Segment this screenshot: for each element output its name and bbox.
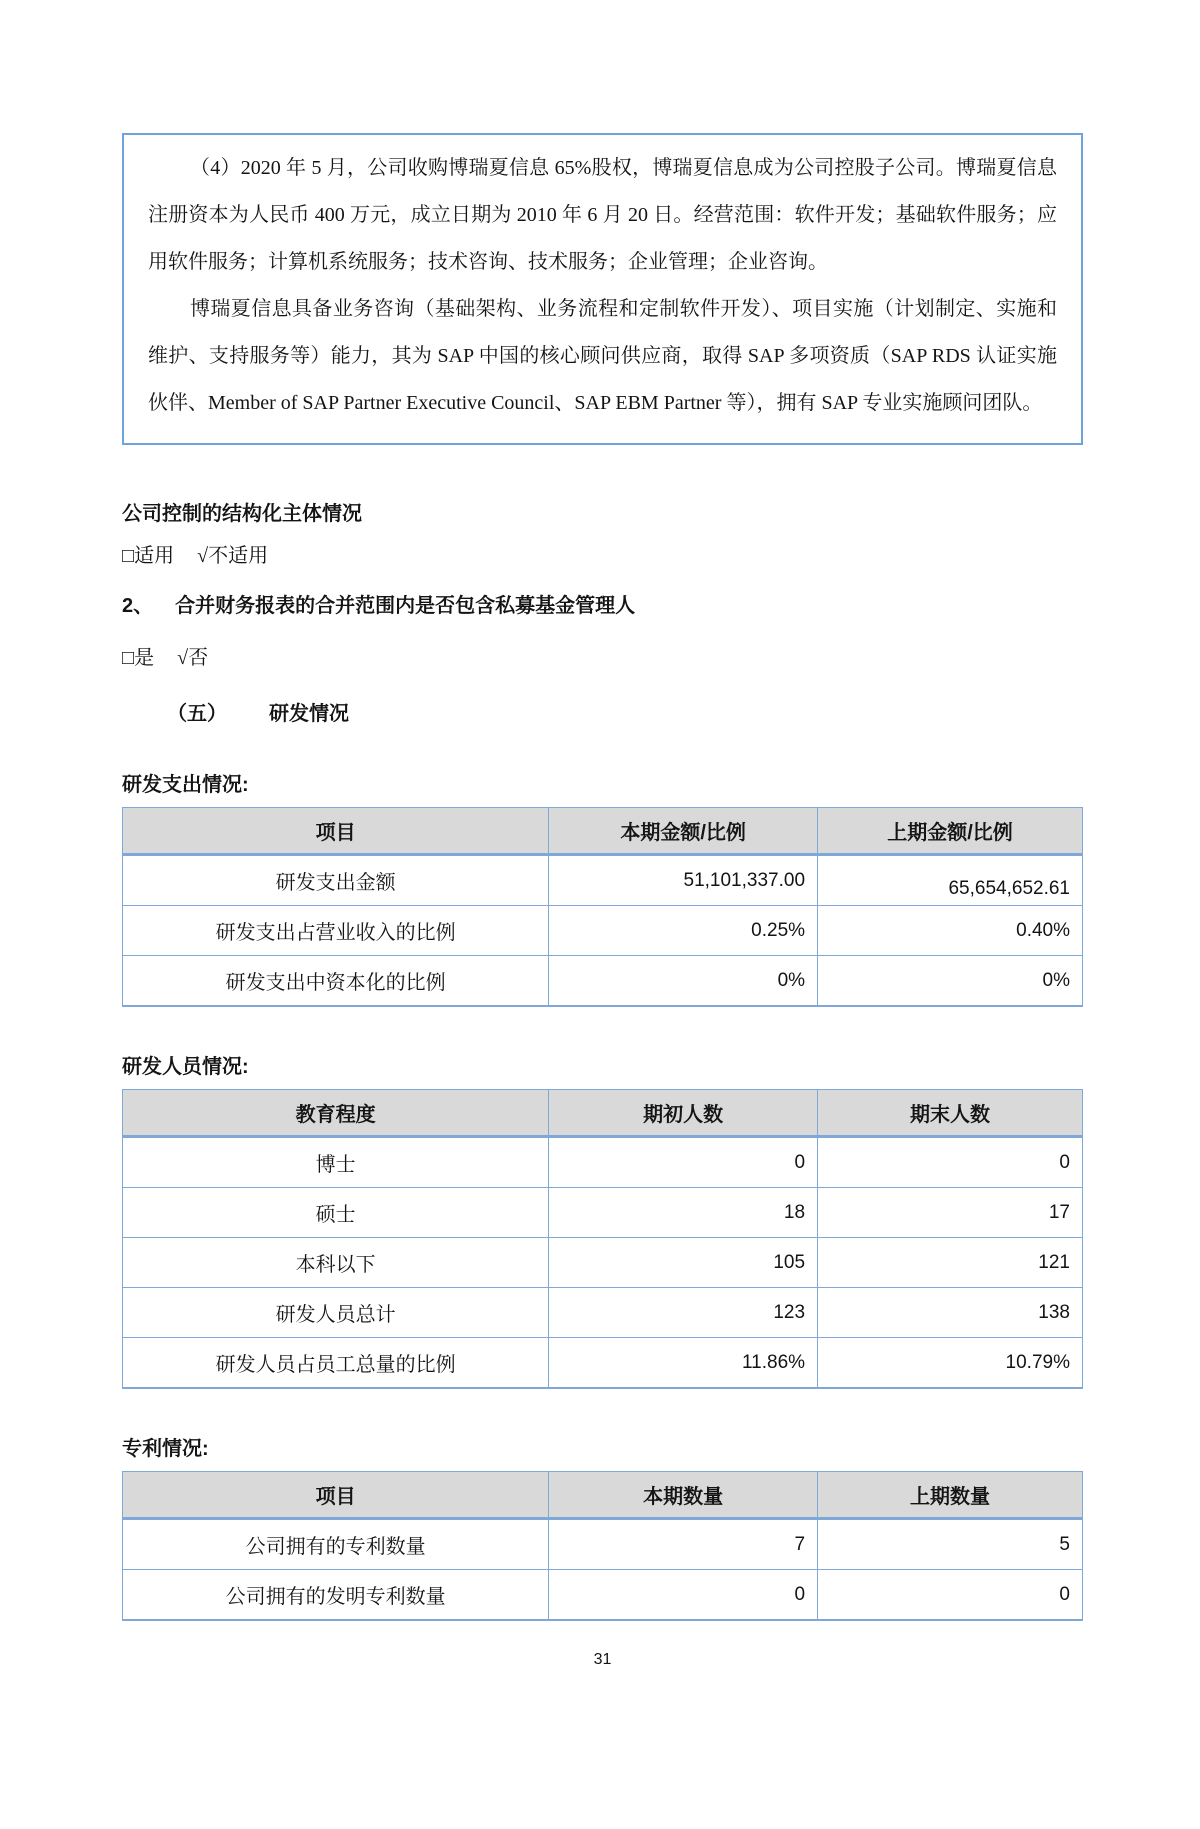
table-header-row [123,1090,1083,1137]
table-row [123,1519,1083,1570]
table-row [123,1188,1083,1238]
table-cell: 5 [818,1519,1083,1570]
page-content [122,133,1083,1669]
table-cell: 硕士 [123,1188,549,1238]
table-cell: 研发支出占营业收入的比例 [123,906,549,956]
acquisition-paragraph-2: 博瑞夏信息具备业务咨询（基础架构、业务流程和定制软件开发）、项目实施（计划制定、实施和维护、支持服务等）能力，其为 SAP 中国的核心顾问供应商，取得 SAP 多项资质（SAP RDS 认证实施伙伴、Member of SAP Partner Executive Council、SAP EBM Partner 等），拥有 SAP 专业实施顾问团队。 [148,298,1057,414]
patents-table-title: 专利情况: [122,1438,209,1460]
rd-expense-table [122,807,1083,1007]
table-cell: 0.25% [549,906,818,956]
table-cell: 0.40% [818,906,1083,956]
question-2-number: 2、 [122,595,154,617]
option-applicable-unchecked: □适用 [122,545,175,567]
section-5-title: 研发情况 [269,703,349,725]
rd-staff-table [122,1089,1083,1389]
rd-expense-table-title: 研发支出情况: [122,774,249,796]
table-row [123,1338,1083,1389]
page-number: 31 [593,1651,612,1668]
option-not-applicable-checked: √不适用 [197,545,269,567]
table-row [123,1137,1083,1188]
table-cell: 17 [818,1188,1083,1238]
column-header: 本期数量 [549,1472,818,1519]
table-header-row [123,808,1083,855]
table-cell: 18 [549,1188,818,1238]
table-cell: 研发人员总计 [123,1288,549,1338]
table-row [123,1288,1083,1338]
column-header: 本期金额/比例 [549,808,818,855]
document-page [0,133,1200,1829]
column-header: 教育程度 [123,1090,549,1137]
question-2-options [122,645,1083,671]
table-row [123,855,1083,906]
table-cell: 0 [818,1570,1083,1621]
table-cell: 0 [549,1570,818,1621]
table-cell: 研发支出中资本化的比例 [123,956,549,1007]
acquisition-text-box [122,133,1083,445]
table-cell: 121 [818,1238,1083,1288]
table-cell: 0% [818,956,1083,1007]
column-header: 期初人数 [549,1090,818,1137]
acquisition-paragraph-1: （4）2020 年 5 月，公司收购博瑞夏信息 65%股权，博瑞夏信息成为公司控股子公司。博瑞夏信息注册资本为人民币 400 万元，成立日期为 2010 年 6 月 20 日。经营范围：软件开发；基础软件服务；应用软件服务；计算机系统服务；技术咨询、技术服务；企业管理；企业咨询。 [148,157,1057,273]
table-cell: 138 [818,1288,1083,1338]
option-yes-unchecked: □是 [122,647,155,669]
table-row [123,906,1083,956]
table-cell: 10.79% [818,1338,1083,1389]
table-row [123,1238,1083,1288]
table-cell: 公司拥有的专利数量 [123,1519,549,1570]
table-cell: 研发人员占员工总量的比例 [123,1338,549,1389]
table-cell: 博士 [123,1137,549,1188]
column-header: 项目 [123,808,549,855]
table-cell: 0 [549,1137,818,1188]
table-cell: 本科以下 [123,1238,549,1288]
table-cell: 105 [549,1238,818,1288]
table-cell: 公司拥有的发明专利数量 [123,1570,549,1621]
question-2-heading-line [122,593,1083,619]
table-cell: 7 [549,1519,818,1570]
column-header: 上期数量 [818,1472,1083,1519]
table-cell: 65,654,652.61 [818,855,1083,906]
table-row [123,1570,1083,1621]
patents-table [122,1471,1083,1621]
structured-entities-heading: 公司控制的结构化主体情况 [122,503,362,525]
question-2-heading: 合并财务报表的合并范围内是否包含私募基金管理人 [175,595,636,617]
table-cell: 0 [818,1137,1083,1188]
table-cell: 研发支出金额 [123,855,549,906]
option-no-checked: √否 [177,647,209,669]
table-cell: 123 [549,1288,818,1338]
table-header-row [123,1472,1083,1519]
table-cell: 0% [549,956,818,1007]
column-header: 项目 [123,1472,549,1519]
column-header: 上期金额/比例 [818,808,1083,855]
table-row [123,956,1083,1007]
column-header: 期末人数 [818,1090,1083,1137]
section-5-number: （五） [167,703,227,725]
section-5-heading-line [122,701,1083,727]
rd-staff-table-title: 研发人员情况: [122,1056,249,1078]
structured-entities-options [122,543,1083,569]
table-cell: 11.86% [549,1338,818,1389]
table-cell: 51,101,337.00 [549,855,818,906]
